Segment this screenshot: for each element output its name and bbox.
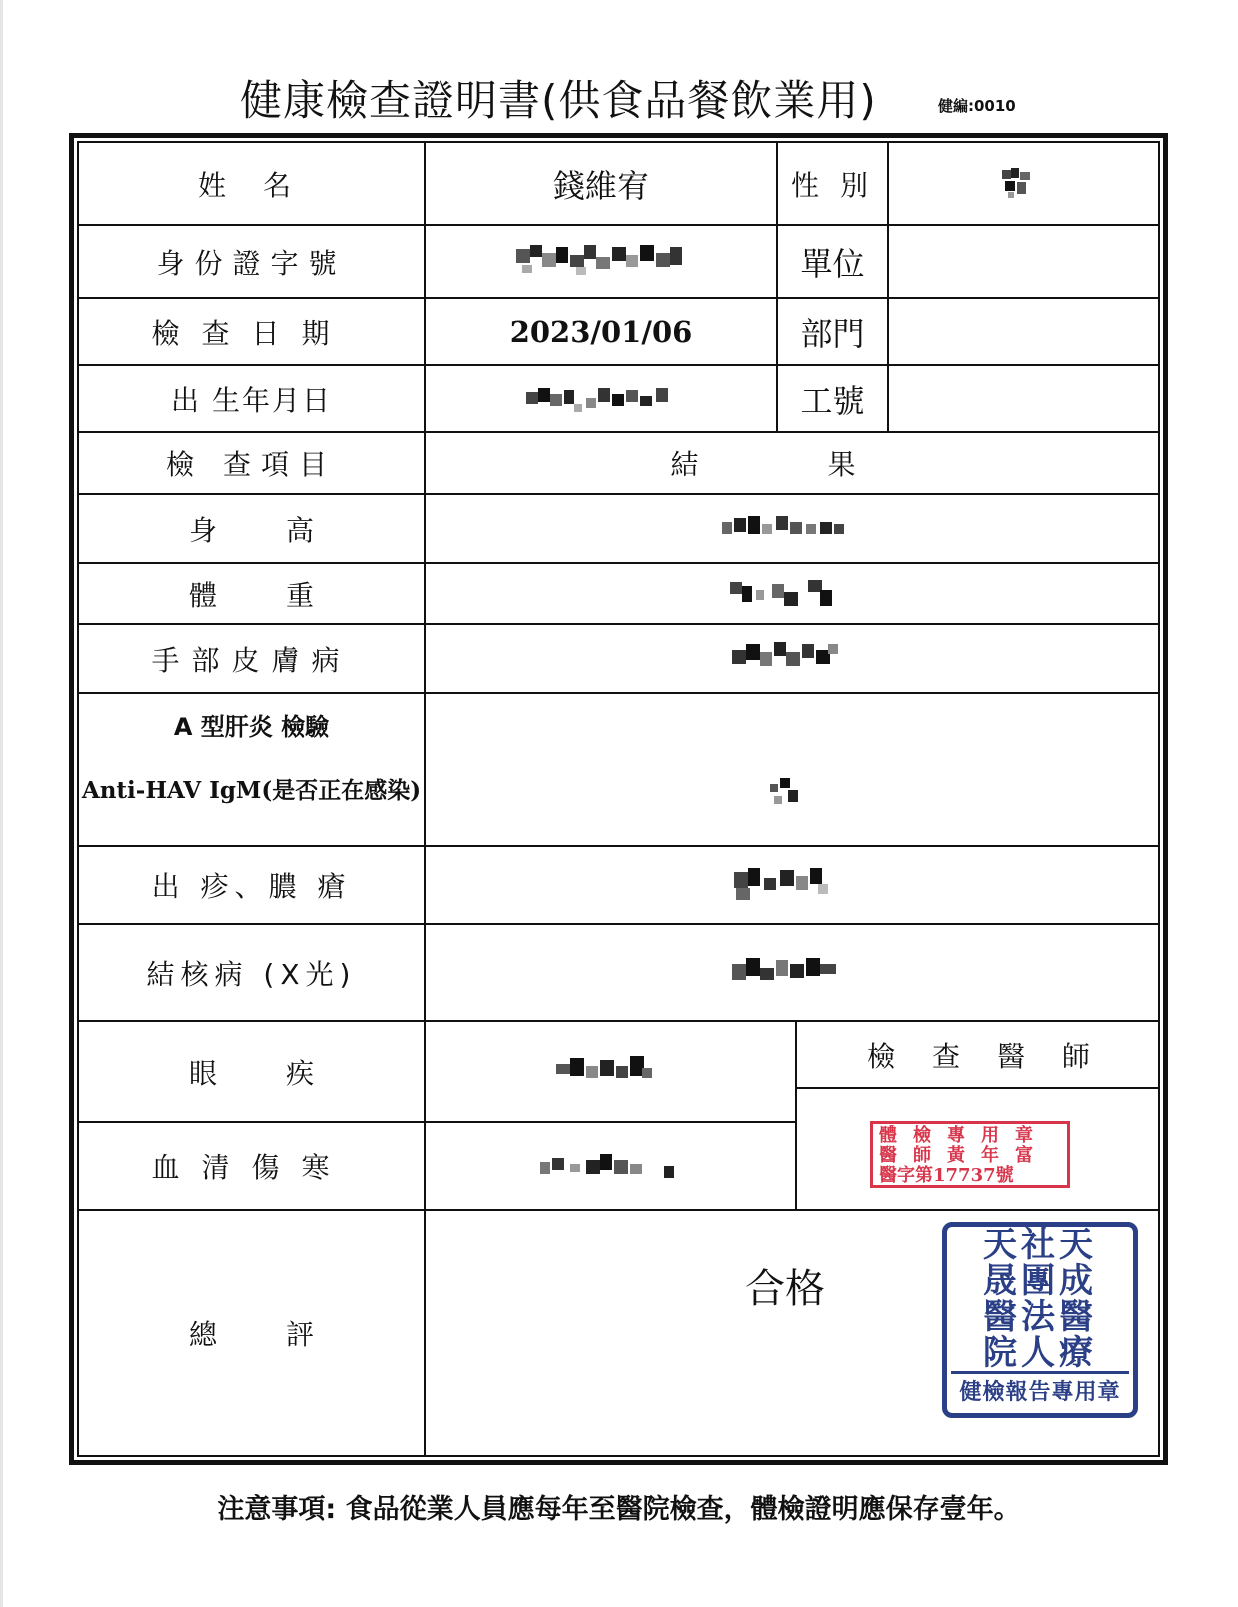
page-edge xyxy=(0,0,3,1607)
birth-date-label: 出 生年月日 xyxy=(171,383,332,417)
notice-text: 注意事項: 食品從業人員應每年至醫院檢查，體檢證明應保存壹年。 xyxy=(217,1494,1021,1525)
id-number-label: 身份證字號 xyxy=(156,246,347,280)
eye-disease-label: 眼 疾 xyxy=(189,1056,314,1090)
name-label: 姓 名 xyxy=(198,168,305,202)
doctor-seal-row3: 醫字第17737號 xyxy=(879,1165,1014,1186)
doctor-seal-row1: 體檢專用章 xyxy=(879,1125,1049,1146)
redacted-tuberculosis-result xyxy=(732,954,842,992)
weight-label: 體 重 xyxy=(189,578,314,612)
hav-igm-label: Anti-HAV IgM(是否正在感染) xyxy=(81,776,422,804)
staff-number-label: 工號 xyxy=(800,381,865,420)
rash-pustule-label: 出 疹、膿 瘡 xyxy=(151,870,352,903)
exam-date-value: 2023/01/06 xyxy=(509,314,693,349)
name-value: 錢維宥 xyxy=(552,166,649,205)
redacted-eye-disease-result xyxy=(556,1054,656,1090)
result-header: 結 果 xyxy=(670,448,916,481)
redacted-rash-result xyxy=(734,866,834,904)
hospital-seal-row: 天社天 xyxy=(983,1225,1097,1265)
column-divider xyxy=(887,141,889,432)
redacted-typhoid-result xyxy=(540,1150,680,1186)
redacted-weight xyxy=(730,578,840,614)
document-title: 健康檢查證明書(供食品餐飲業用) xyxy=(240,76,877,125)
exam-item-header: 檢 查項目 xyxy=(166,448,337,481)
doctor-seal xyxy=(870,1121,1070,1188)
unit-label: 單位 xyxy=(800,244,865,283)
department-label: 部門 xyxy=(800,314,865,353)
redacted-birth-date xyxy=(526,384,676,420)
hospital-seal-bottom: 健檢報告專用章 xyxy=(951,1371,1129,1410)
height-label: 身 高 xyxy=(189,513,314,547)
tuberculosis-label: 結核病 (X光) xyxy=(146,957,357,991)
gender-label: 性 別 xyxy=(791,168,874,202)
redacted-id-number xyxy=(516,243,686,279)
skin-disease-label: 手部皮膚病 xyxy=(151,643,352,677)
doctor-seal-row2: 醫師黃年富 xyxy=(879,1145,1049,1166)
row-divider xyxy=(77,692,1160,694)
hospital-seal-row: 晟團成 xyxy=(983,1261,1097,1301)
doctor-header-divider xyxy=(797,1087,1160,1089)
redacted-height xyxy=(722,512,846,546)
hospital-seal-row: 醫法醫 xyxy=(983,1297,1097,1337)
redacted-skin-disease xyxy=(732,640,842,676)
form-code: 健編:0010 xyxy=(938,97,1016,115)
hav-test-label: A 型肝炎 檢驗 xyxy=(173,712,330,741)
overall-evaluation-value: 合格 xyxy=(745,1265,825,1312)
overall-evaluation-label: 總 評 xyxy=(189,1318,314,1351)
hospital-seal xyxy=(942,1222,1138,1418)
exam-date-label: 檢查日期 xyxy=(151,316,352,350)
redacted-hav-result xyxy=(768,776,804,810)
examining-doctor-label: 檢 查 醫 師 xyxy=(867,1039,1090,1073)
redacted-gender xyxy=(1000,166,1036,200)
hospital-seal-row: 院人療 xyxy=(983,1333,1097,1373)
typhoid-serum-label: 血清傷寒 xyxy=(151,1151,352,1184)
